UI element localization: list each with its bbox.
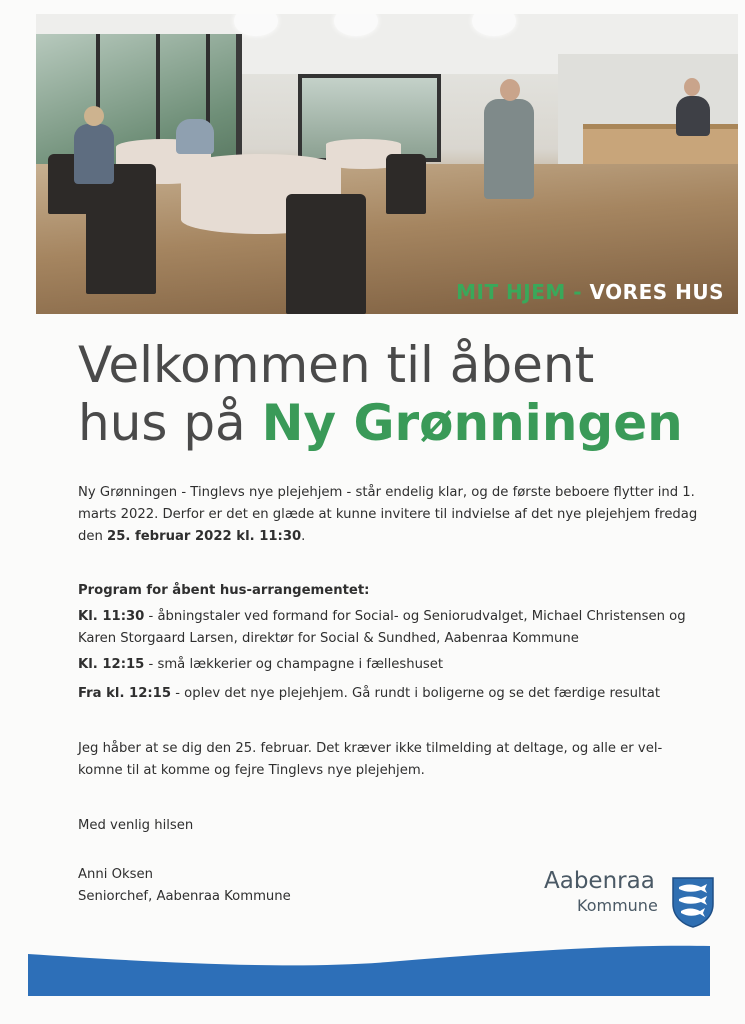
program-item-text: - små lækkerier og champagne i fælleshuset [144, 657, 444, 672]
blue-wave-footer [28, 940, 710, 1000]
program-item [78, 606, 698, 650]
program-heading-text: Program for åbent hus-arrangementet: [78, 583, 370, 598]
coat-of-arms-icon [671, 876, 715, 928]
hero-caption [456, 280, 724, 304]
hero-person [484, 99, 534, 199]
program-item-time: Kl. 12:15 [78, 657, 145, 672]
hero-photo [36, 14, 738, 314]
hero-person-head [500, 79, 520, 101]
logo-name: Aabenraa [544, 868, 655, 894]
signature-title: Seniorchef, Aabenraa Kommune [78, 889, 291, 904]
logo-sub: Kommune [577, 896, 658, 915]
program-item [78, 683, 698, 705]
aabenraa-logo [544, 868, 724, 930]
hero-caption-white: VORES HUS [589, 280, 724, 304]
program-item-text: - åbningstaler ved formand for Social- og Seniorudvalget, Michael Christensen og Karen Storgaard Larsen, direktør for Social & Sundhed, Aabenraa Kommune [78, 609, 686, 646]
intro-date: 25. februar 2022 kl. 11:30 [107, 529, 302, 544]
hero-caption-green: MIT HJEM - [456, 280, 583, 304]
intro-text: Ny Grønningen - Tinglevs nye plejehjem - står endelig klar, og de første beboere flytter ind 1. marts 2022. Derfor er det en glæde at kunne invitere til indvielse af det nye plejehjem fredag den [78, 485, 698, 544]
title-line1: Velkommen til åbent [78, 336, 595, 394]
program-item [78, 654, 698, 676]
hero-chair [386, 154, 426, 214]
program-item-time: Kl. 11:30 [78, 609, 145, 624]
hero-chair [286, 194, 366, 314]
closing-paragraph: Jeg håber at se dig den 25. februar. Det kræver ikke tilmelding at deltage, og alle er vel-komne til at komme og fejre Tinglevs nye plejehjem. [78, 741, 663, 778]
hero-person [676, 96, 710, 136]
hero-person-head [684, 78, 700, 96]
page-title [78, 336, 718, 452]
hero-person [176, 119, 214, 154]
program-item-time: Fra kl. 12:15 [78, 686, 172, 701]
greeting: Med venlig hilsen [78, 818, 194, 833]
program-item-text: - oplev det nye plejehjem. Gå rundt i boligerne og se det færdige resultat [171, 686, 661, 701]
intro-paragraph [78, 482, 698, 548]
intro-end: . [301, 529, 306, 544]
hero-person [74, 124, 114, 184]
title-line2-plain: hus på [78, 394, 262, 452]
hero-person-head [84, 106, 104, 126]
program-heading [78, 580, 698, 602]
signature-name: Anni Oksen [78, 867, 153, 882]
title-line2-accent: Ny Grønningen [261, 394, 683, 452]
